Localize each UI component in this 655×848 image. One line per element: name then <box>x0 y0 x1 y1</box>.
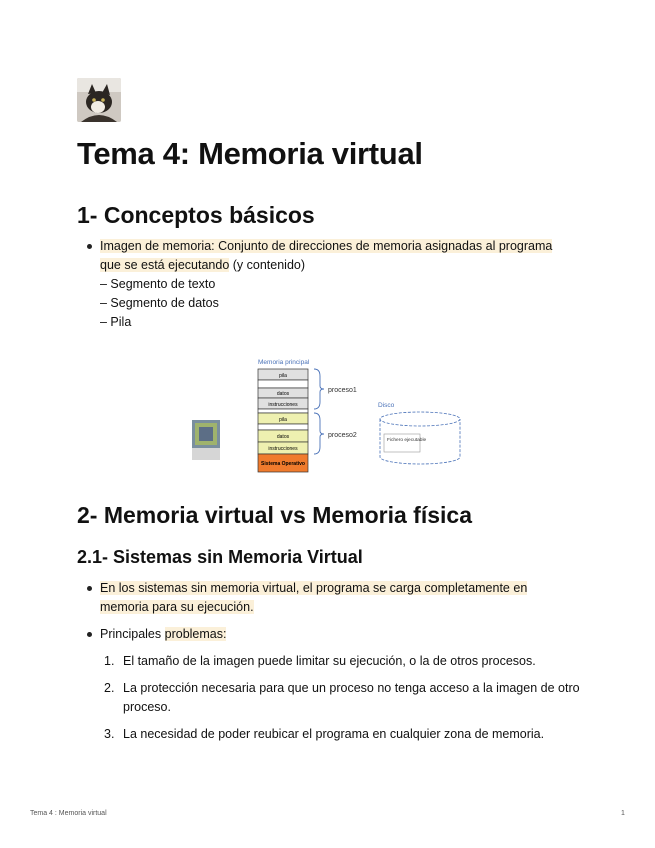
list-item <box>85 237 575 332</box>
conceptos-list <box>85 237 575 332</box>
proceso1-label: proceso1 <box>328 387 357 394</box>
list-item <box>85 579 555 617</box>
highlighted-text: problemas: <box>164 627 227 641</box>
avatar <box>77 78 121 122</box>
list-item-text: El tamaño de la imagen puede limitar su ejecución, o la de otros procesos. <box>123 654 536 668</box>
list-number: 1. <box>104 654 115 668</box>
sub-item: – Pila <box>100 315 132 329</box>
proceso1-brace <box>314 369 324 409</box>
block-label: datos <box>276 391 290 397</box>
list-item-text: (y contenido) <box>229 258 306 272</box>
list-item <box>100 725 583 744</box>
proceso2-label: proceso2 <box>328 432 357 439</box>
sub-item: – Segmento de datos <box>100 296 219 310</box>
mem-label: Memoria principal <box>258 359 310 366</box>
block-label: instrucciones <box>268 402 298 408</box>
problems-list <box>100 652 583 752</box>
file-label: Fichero ejecutable <box>387 438 427 443</box>
cpu-chip-icon <box>192 420 220 460</box>
block-label: datos <box>276 434 290 440</box>
sin-mv-list <box>85 579 555 644</box>
cat-avatar-icon <box>77 78 121 122</box>
footer-doc-title: Tema 4 : Memoria virtual <box>30 810 107 817</box>
highlighted-text: que se está ejecutando <box>100 258 230 272</box>
list-number: 3. <box>104 727 115 741</box>
list-item <box>100 652 583 671</box>
disk-label: Disco <box>378 402 395 409</box>
subsection-heading-sin-mv: 2.1- Sistemas sin Memoria Virtual <box>77 547 363 567</box>
section-heading-conceptos: 1- Conceptos básicos <box>77 202 315 228</box>
page-title: Tema 4: Memoria virtual <box>77 136 423 171</box>
page-number: 1 <box>621 810 625 817</box>
list-item <box>85 625 555 644</box>
list-item-text: La necesidad de poder reubicar el programa en cualquier zona de memoria. <box>123 727 545 741</box>
block-label: instrucciones <box>268 446 298 452</box>
list-item-text: La protección necesaria para que un proceso no tenga acceso a la imagen de otro proceso. <box>123 681 580 714</box>
list-item <box>100 679 583 717</box>
list-number: 2. <box>104 681 115 695</box>
block-label: pila <box>279 373 287 379</box>
block-label: Sistema Operativo <box>261 461 305 467</box>
memory-diagram <box>190 356 480 478</box>
highlighted-text: En los sistemas sin memoria virtual, el programa se carga completamente en memoria para su ejecución. <box>100 581 528 614</box>
highlighted-text: Imagen de memoria: Conjunto de direcciones de memoria asignadas al programa <box>100 239 553 253</box>
block-label: pila <box>279 417 287 423</box>
sub-item: – Segmento de texto <box>100 277 216 291</box>
proceso2-brace <box>314 413 324 454</box>
list-item-text: Principales <box>100 627 165 641</box>
section-heading-memoria-virtual: 2- Memoria virtual vs Memoria física <box>77 502 472 528</box>
